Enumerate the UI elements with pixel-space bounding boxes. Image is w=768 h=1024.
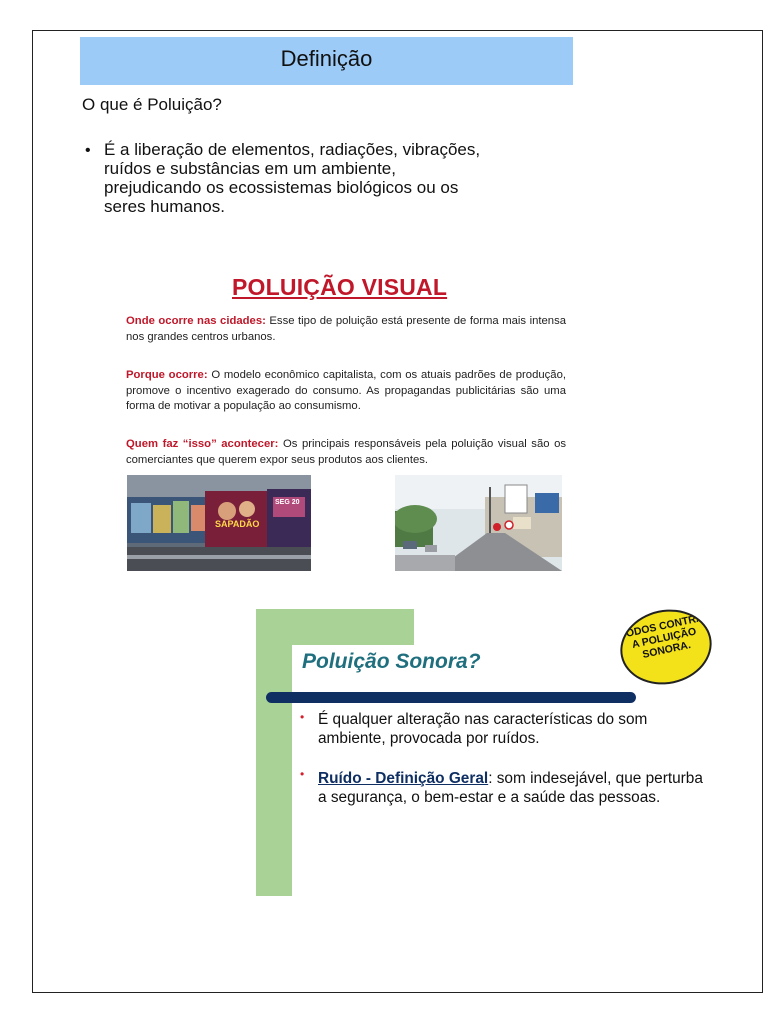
- paragraph-text: Esse tipo de poluição está presente de forma mais intensa nos grandes centros urbanos.: [126, 315, 567, 343]
- noise-definition-text: É qualquer alteração nas características do som ambiente, provocada por ruídos.: [318, 711, 648, 747]
- paragraph-text: Os principais responsáveis pela poluição visual são os comerciantes que querem expor seus produtos aos clientes.: [126, 438, 566, 466]
- billboard-photo: [127, 475, 311, 571]
- poster-text: SAPADÃO: [215, 519, 260, 529]
- definition-title: Definição: [280, 46, 373, 71]
- visual-paragraph-where: [126, 314, 566, 345]
- street-photo: [395, 475, 562, 571]
- green-accent-bar: [256, 609, 292, 896]
- badge-text: TODOS CONTRA A POLUIÇÃO SONORA.: [618, 611, 705, 661]
- green-accent-top: [256, 609, 414, 645]
- noise-pollution-title: Poluição Sonora?: [302, 650, 481, 673]
- bullet-icon: •: [300, 767, 305, 781]
- title-underline-bar: [266, 692, 636, 703]
- noise-term-text: : som indesejável, que perturba a segurança, o bem-estar e a saúde das pessoas.: [318, 770, 703, 806]
- definition-text: É a liberação de elementos, radiações, vibrações, ruídos e substâncias em um ambiente, prejudicando os ecossistemas biológicos ou os seres humanos.: [104, 140, 481, 216]
- noise-general-definition: [318, 770, 708, 807]
- visual-pollution-title: POLUIÇÃO VISUAL: [232, 274, 448, 300]
- visual-paragraph-why: [126, 368, 566, 415]
- noise-term: Ruído - Definição Geral: [318, 770, 489, 787]
- bullet-icon: •: [85, 142, 91, 159]
- visual-paragraph-who: [126, 437, 566, 468]
- definition-question: O que é Poluição?: [82, 95, 222, 114]
- paragraph-label: Quem faz “isso” acontecer:: [126, 438, 279, 450]
- paragraph-text: O modelo econômico capitalista, com os atuais padrões de produção, promove o incentivo exagerado do consumo. As propagandas publicitárias são uma forma de motivar a população ao consumismo.: [126, 369, 566, 412]
- bullet-icon: •: [300, 710, 305, 724]
- paragraph-label: Porque ocorre:: [126, 369, 208, 381]
- paragraph-label: Onde ocorre nas cidades:: [126, 315, 266, 327]
- poster-date: SEG 20: [275, 499, 300, 506]
